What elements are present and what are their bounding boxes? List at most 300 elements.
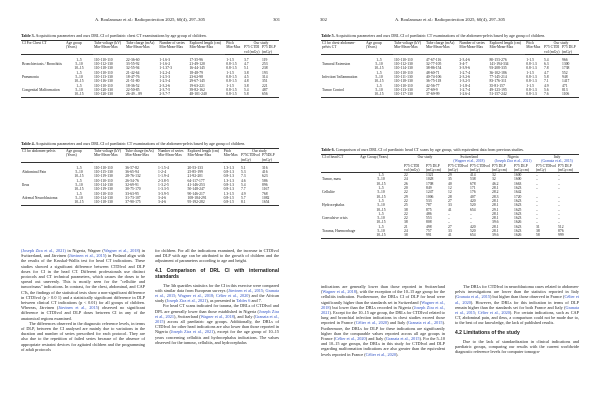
- table-cell: 21-42-64: [125, 70, 140, 75]
- table-cell: 23-62-98: [189, 75, 203, 80]
- text-run: For head CT scans indicated for trauma, the DRLs of CTDIvol and DPL are generally lower than those established in Nigeria (: [155, 303, 279, 314]
- table-cell: –: [558, 211, 560, 216]
- citation-link[interactable]: Célier et al., 2020: [335, 336, 366, 342]
- table-cell: 22-50-85: [125, 87, 140, 92]
- table-cell: 221: [262, 83, 268, 88]
- table-cell: 18-36-52: [125, 83, 140, 88]
- table6-caption: [321, 147, 579, 152]
- table-cell: 1082: [262, 195, 270, 200]
- row-category: Abdominal Pain: [22, 170, 47, 175]
- table-cell: 1-1.37-3: [159, 66, 172, 71]
- table-cell: 1623: [514, 224, 522, 229]
- left-page-column-left: [21, 248, 145, 352]
- table-cell: 1-2.5-3: [159, 75, 171, 80]
- citation-link[interactable]: Wagner et al., 2018: [200, 313, 234, 319]
- table-cell: 1-3.2-5: [158, 183, 169, 188]
- table-cell: 110-120-130: [94, 87, 113, 92]
- table-cell: 0.8-1.3: [223, 174, 235, 179]
- table-cell: –: [558, 186, 560, 191]
- table-cell: 5–10: [375, 62, 383, 67]
- table-cell: 10–15: [376, 220, 386, 225]
- subheader-min-mean-max: Min-Mean-Max: [93, 153, 124, 162]
- subheader-p75-dlp: P75 DLP (mGy): [562, 45, 576, 54]
- table-cell: 0.8-1.5: [226, 92, 237, 97]
- table-cell: 28.2: [492, 190, 499, 195]
- table-cell: 0.8-1.3: [526, 87, 537, 92]
- table-cell: –: [558, 203, 560, 208]
- table-cell: 5.3: [240, 170, 246, 175]
- table-cell: 36-57-82: [125, 165, 139, 170]
- citation-link[interactable]: Granata et al., 2015: [455, 304, 579, 316]
- section-heading: 4.1 Comparison of DRL CI with international standards: [155, 267, 279, 280]
- text-run: ;: [175, 293, 179, 299]
- table-cell: 654: [470, 233, 476, 238]
- header-ci: CI For Chest CT: [22, 41, 47, 45]
- table-cell: 141-194-334: [489, 62, 509, 67]
- table-cell: 20-53-133: [187, 165, 203, 170]
- table-cell: 0.8-1.5: [226, 87, 237, 92]
- table-cell: 5.1: [244, 66, 249, 71]
- table-cell: 5–10: [375, 75, 383, 80]
- table-cell: 3-3.9-6: [459, 66, 471, 71]
- table-cell: 83-176-311: [489, 79, 507, 84]
- citation-link[interactable]: Wagner et al., 2018: [178, 293, 214, 299]
- table-cell: 36-65-94: [125, 170, 139, 175]
- text-run: ).: [395, 351, 399, 357]
- table-cell: 1-1.5: [226, 70, 234, 75]
- table-cell: 33: [448, 203, 452, 208]
- table-cell: 1-3.3-5: [158, 187, 169, 192]
- table-cell: 5–10: [377, 229, 385, 234]
- table-cell: 1–5: [76, 165, 82, 170]
- table5-caption-text: Acquisitions parameters and ours DRL CI of paediatric CT examinations of the abdomen-pelvis based by age group of children.: [335, 33, 546, 38]
- table-cell: 110-113-130: [94, 75, 113, 80]
- citation-link[interactable]: Célier et al., 2020: [355, 320, 388, 326]
- table-cell: 0.8-1.3: [526, 75, 537, 80]
- citation-link[interactable]: Granata et al., 2015: [385, 336, 420, 342]
- table-cell: 10–15: [74, 66, 84, 71]
- header-kv: Tube voltage (kV): [394, 41, 422, 45]
- text-run: ) in Finland align with the results of the Kruskal-Wallis test for head CT indications. These studies showed a significant difference between CTDIvol and DLP doses for CI in the head CT. Different professionals use distinct protocols and CT technical parameters, which causes the doses to be spread out unevenly. This is mostly seen for the "cellulite and tumor/mass" indications. In contrast, for the chest, abdominal, and CAP CTs, the findings of the statistical tests show a non-significant difference in CTDIvol (p > 0.0 1) and a statistically significant difference in DLP between clinical CT indications (p < 0.01) for all groups of children. Whereas, Järvinen (: [21, 253, 145, 311]
- row-category: Convulsive crisis: [322, 216, 348, 221]
- table-cell: 27: [448, 224, 452, 229]
- subheader-p75-dlp: P75 DLP (mGy): [262, 45, 276, 54]
- text-run: ), and Italy (: [233, 313, 256, 319]
- table-cell: 0.8-1.5: [223, 195, 235, 200]
- citation-link[interactable]: Joseph Zira et al., 2021: [166, 298, 207, 304]
- table-cell: 10–15: [376, 207, 386, 212]
- text-run: ), except for the age group of 10–15 years concerning cellulitis and hydrocephalus indications. The values observed for the tumour, cellulitis, and hydrocephalus: [155, 329, 279, 345]
- table-cell: –: [558, 198, 560, 203]
- table-cell: 999: [558, 233, 564, 238]
- table-cell: 4.8: [244, 79, 249, 84]
- table-cell: 38: [536, 229, 540, 234]
- table-cell: 1708: [426, 181, 434, 186]
- table-cell: 1-1.8-4: [459, 83, 471, 88]
- table-cell: 757: [426, 229, 432, 234]
- table-cell: 1626: [514, 220, 522, 225]
- table-cell: 49-123-195: [489, 87, 507, 92]
- table-cell: 38: [404, 233, 408, 238]
- table-cell: 1-1.5: [526, 83, 534, 88]
- table-cell: 1-1.5: [526, 70, 534, 75]
- citation-link[interactable]: Järvinen et al., 2015: [69, 253, 105, 259]
- table-cell: 10–15: [74, 79, 84, 84]
- citation-link[interactable]: Joseph Zira et al., 2021: [321, 304, 445, 316]
- row-category: Tumoral Extension: [322, 62, 351, 67]
- table-cell: 813: [562, 87, 568, 92]
- header-length: Explored length (cm): [187, 149, 220, 153]
- table-cell: 36-102-186: [489, 70, 507, 75]
- text-run: and 7.: [250, 298, 262, 304]
- table-cell: 3-4-6: [158, 195, 167, 200]
- table-cell: 5–10: [75, 170, 83, 175]
- text-run: ), with the exception of the 10–15 age group for the cellulitis indication. Furthermore, the DRLs CI of DLP for head were significantly higher than the standards set in Switzerland (: [321, 289, 445, 305]
- table4-label: Table 4.: [21, 141, 35, 146]
- table-cell: 991: [426, 233, 432, 238]
- table-cell: 28: [448, 194, 452, 199]
- table-cell: 95-192-282: [187, 200, 205, 205]
- header-pitch: Pitch: [526, 41, 534, 45]
- table5: [321, 40, 579, 98]
- citation-link[interactable]: Joseph Zira et al., 2021: [170, 329, 214, 335]
- table-cell: –: [536, 177, 538, 182]
- text-run: ), as presented in: [206, 298, 237, 304]
- table-cell: 808: [426, 220, 432, 225]
- table-cell: 875: [426, 207, 432, 212]
- table-cell: 2-3.2-6: [459, 75, 471, 80]
- citation-link[interactable]: Granata et al., 2015: [155, 313, 279, 325]
- table-cell: 1–5: [378, 224, 384, 229]
- table-cell: 4.9: [544, 83, 549, 88]
- table-cell: 17-35-96: [189, 57, 203, 62]
- table-cell: 32: [492, 173, 496, 178]
- table-cell: 654: [470, 207, 476, 212]
- table-cell: 3.8: [244, 70, 249, 75]
- subheader-p75: P75 CTDIvol (mGy): [448, 163, 468, 172]
- row-category: Tumor Control: [322, 87, 345, 92]
- table-cell: 3-4-6: [158, 200, 167, 205]
- paragraph: [155, 283, 279, 304]
- table-cell: 48-60-71: [425, 70, 440, 75]
- subheader-p75-ctdi: P75CTDIvol (mGy): [240, 153, 260, 162]
- table-cell: 5.4: [240, 183, 246, 188]
- table-cell: –: [558, 181, 560, 186]
- table-cell: 1321: [426, 173, 434, 178]
- table-cell: 41-146-253: [187, 183, 205, 188]
- table-cell: 1623: [514, 229, 522, 234]
- table3-label: Table 3.: [21, 33, 35, 38]
- table-cell: 1.3-1.3: [223, 178, 235, 183]
- table-cell: 1–5: [378, 186, 384, 191]
- table-cell: 471: [562, 83, 568, 88]
- table-cell: –: [558, 216, 560, 221]
- table-cell: 0.8-1.3: [526, 79, 537, 84]
- paragraph: [455, 339, 579, 355]
- table-cell: –: [536, 203, 538, 208]
- table-cell: 520: [470, 203, 476, 208]
- table-cell: 498: [426, 224, 432, 229]
- text-run: ), Switzerland (: [174, 313, 201, 319]
- table-cell: 1-2.2-4: [159, 70, 171, 75]
- citation-link[interactable]: Célier et al., 2020: [365, 351, 396, 357]
- citation-link[interactable]: Tables 6: [236, 298, 251, 304]
- text-run: The 3th quartiles statistics for the CI in this exercise were compared with similar data from European surveys (: [155, 282, 279, 293]
- citation-link[interactable]: Célier et al., 2020: [455, 294, 579, 305]
- table-cell: 16-44-145: [189, 66, 205, 71]
- table-cell: 1106: [562, 92, 570, 97]
- table-cell: 1642: [514, 190, 522, 195]
- header-our-study: Our study: [553, 41, 569, 45]
- table-cell: 22-36-60: [125, 57, 140, 62]
- table-cell: 7.6: [544, 92, 549, 97]
- table-cell: 678: [470, 181, 476, 186]
- header-mas: Tube charge (mAs): [425, 41, 455, 45]
- table-cell: 420: [470, 224, 476, 229]
- table-cell: 0.8-1.3: [223, 183, 235, 188]
- table-cell: 5–10: [377, 203, 385, 208]
- header-pitch: Pitch: [223, 149, 232, 153]
- citation-link[interactable]: (Joseph Zira et al., 2021): [21, 248, 66, 253]
- header-our-study-label: Our study: [417, 155, 433, 159]
- table-cell: 1–5: [378, 198, 384, 203]
- table4-caption: [21, 141, 279, 146]
- subheader-p75-ctdi: P75 CTDI vol (mGy): [244, 45, 260, 54]
- table-cell: 33-55-92: [125, 62, 140, 67]
- table-cell: 5–10: [377, 177, 385, 182]
- table-cell: 1-2.7-4: [459, 87, 471, 92]
- subheader-min-mean-max: Min-Mean-Max: [93, 45, 125, 54]
- table-cell: 586: [262, 178, 268, 183]
- table-cell: 1–5: [76, 191, 82, 196]
- table-cell: 487: [262, 87, 268, 92]
- table-cell: 5.4: [244, 87, 249, 92]
- table-cell: 21: [404, 224, 408, 229]
- table-cell: 1626: [514, 233, 522, 238]
- table-cell: 1-1.5: [226, 83, 234, 88]
- subheader-min-max: Min-Max: [526, 45, 541, 50]
- table-cell: 10–15: [374, 79, 384, 84]
- table-cell: 26: [404, 181, 408, 186]
- subheader-p75: P75 DLP (mGy.cm): [426, 163, 442, 172]
- subheader-min-mean-max: Min-Mean-Max: [458, 45, 488, 54]
- table-cell: 1600: [514, 173, 522, 178]
- text-run: ) and Italy (: [387, 320, 409, 326]
- table-cell: 5–10: [75, 183, 83, 188]
- table-cell: 22: [404, 198, 408, 203]
- table-cell: –: [536, 194, 538, 199]
- paragraph: [21, 321, 145, 352]
- text-run: ;: [213, 293, 216, 299]
- citation-link[interactable]: Wagner et al., 2018: [321, 299, 445, 310]
- table-cell: 1-2-4: [158, 170, 167, 175]
- table-cell: 1.3-1.3: [223, 165, 235, 170]
- citation-link[interactable]: Wagner et al., 2018: [322, 289, 356, 295]
- subheader-min-mean-max: Min-Mean-Max: [125, 45, 158, 54]
- row-category: Cellulite: [322, 190, 335, 195]
- row-category: Adrenal Neuroblastoma: [22, 195, 58, 200]
- table-cell: –: [558, 207, 560, 212]
- table-cell: 4.7: [544, 70, 549, 75]
- paragraph: [155, 248, 279, 264]
- table-cell: 1625: [514, 207, 522, 212]
- table-cell: –: [536, 220, 538, 225]
- subheader-min-max: Min-Max: [226, 45, 241, 50]
- table-cell: 110-110-110: [94, 178, 113, 183]
- table-cell: 1417: [562, 79, 570, 84]
- right-page: [300, 0, 600, 400]
- table-cell: 2-3.7-5: [159, 87, 171, 92]
- right-page-column-left: [321, 284, 445, 357]
- table-cell: 110-114-130: [94, 195, 113, 200]
- table-cell: 4.6: [240, 178, 246, 183]
- text-run: ) and Italy (: [365, 336, 386, 342]
- table-cell: 110-118-130: [394, 79, 413, 84]
- row-category: Bronchiectasis / Bronchitis: [22, 62, 62, 67]
- table3-caption-text: Acquisitions parameters and ours DRL CI of paediatric chest CT examinations by age group of children.: [35, 33, 207, 38]
- table-cell: 110-110-110: [94, 57, 113, 62]
- paragraph: [21, 248, 145, 321]
- table-cell: 1663: [514, 181, 522, 186]
- table-cell: 110-112-130: [394, 62, 413, 67]
- table-cell: 28.3: [492, 194, 499, 199]
- table-cell: 10–15: [376, 181, 386, 186]
- citation-link[interactable]: Wagner et al., 2018: [103, 248, 139, 253]
- table-cell: 768: [262, 191, 268, 196]
- table-cell: 110-116-130: [94, 79, 113, 84]
- header-kv: Tube voltage (kV): [94, 149, 122, 153]
- table-cell: 28.1: [492, 198, 499, 203]
- table-cell: 1028: [426, 177, 434, 182]
- table-cell: 80-153-276: [489, 57, 507, 62]
- table-cell: 0.8-1.3: [223, 170, 235, 175]
- text-run: ). Except for the 10–15 age group, the DRLs for CTDIvol related to lung and bronchial infection indications in chest studies exceed those reported in France (: [321, 310, 445, 326]
- row-category: Ileus: [22, 183, 30, 188]
- subheader-p75-dlp: P75DLP (mGy): [262, 153, 275, 162]
- text-run: ) across all paediatric age groups. Additionally, the DRLs of CTDIvol for other head indications are also lower than those reported in Nigeria (: [155, 319, 279, 335]
- table-cell: –: [448, 216, 450, 221]
- paragraph: [455, 284, 579, 326]
- table-cell: 24: [404, 229, 408, 234]
- table-cell: 1–5: [76, 83, 82, 88]
- table-cell: 1-3.2-5: [459, 79, 471, 84]
- header-our-study: [403, 155, 447, 164]
- row-category: Trauma, Haemorrhage: [322, 229, 356, 234]
- row-category: Infection/ Inflammation: [322, 75, 358, 80]
- citation-link[interactable]: Célier et al., 2020: [477, 310, 510, 316]
- text-run: ) in Switzerland, and Järvinen (: [21, 248, 145, 259]
- table-cell: 0.8-1.3: [526, 66, 537, 71]
- table-cell: 10–15: [74, 92, 84, 97]
- header-our-study: Our study: [253, 41, 269, 45]
- table-cell: 32-77-105: [425, 62, 442, 67]
- table-cell: 29: [448, 173, 452, 178]
- header-series: Number of series: [158, 149, 184, 153]
- text-run: ). Furthermore, the DRLs for DLP for these indications are significantly higher than the comparable values reported across all age groups in France (: [321, 320, 445, 342]
- subheader-min-mean-max: Min-Mean-Max: [124, 153, 157, 162]
- table-cell: 1–5: [76, 70, 82, 75]
- table-cell: 787: [426, 203, 432, 208]
- citation-link[interactable]: Joseph Zira et al., 2021: [155, 308, 280, 319]
- citation-link[interactable]: Granata et al., 2015: [456, 294, 490, 300]
- table-cell: 407: [470, 194, 476, 199]
- table-cell: 40: [448, 181, 452, 186]
- table-cell: –: [558, 177, 560, 182]
- header-mas: Tube charge (mAs): [125, 149, 154, 153]
- table-cell: 110-110-110: [94, 70, 113, 75]
- table-cell: 4.9: [240, 191, 246, 196]
- table-cell: 110-110-110: [94, 83, 113, 88]
- table-cell: 486: [426, 211, 432, 216]
- table-cell: 1623: [514, 216, 522, 221]
- text-run: ;: [263, 287, 266, 293]
- text-run: ). However, the DRLs for this indication in terms of DLP remain higher than the standards set for both France and Italy (: [455, 299, 579, 310]
- table-cell: 110-113-130: [394, 87, 413, 92]
- table-cell: 5.8: [544, 75, 549, 80]
- table-cell: 12: [448, 190, 452, 195]
- table-cell: 1623: [514, 186, 522, 191]
- header-switzerland-ref: (Wagner et al., 2018): [453, 159, 485, 164]
- subheader-min-mean-max: Min-Mean-Max: [158, 45, 188, 54]
- subheader-min-mean-max: Min-Mean-Max: [393, 45, 425, 54]
- table-cell: 2-3.4-6: [459, 57, 471, 62]
- table-cell: 656: [262, 92, 268, 97]
- header-age: Age group (Years): [366, 41, 382, 50]
- table-cell: 0.8-1.5: [226, 62, 237, 67]
- table-cell: 110-117-130: [394, 92, 413, 97]
- table-cell: 28.1: [492, 203, 499, 208]
- table-cell: 5.4: [544, 57, 549, 62]
- header-nigeria-ref: (Joseph Zira et al., 2021): [494, 159, 532, 164]
- table-cell: 3-3.9-5: [158, 191, 169, 196]
- table-cell: 110-110-110: [394, 83, 413, 88]
- citation-link[interactable]: Järvinen et al., 2015: [228, 287, 264, 293]
- table-cell: 6.3: [544, 62, 549, 67]
- header-kv: Tube voltage (kV): [94, 41, 122, 45]
- table-cell: 21-92-201: [187, 174, 203, 179]
- table-cell: 90-146-217: [187, 191, 205, 196]
- table3: [21, 40, 279, 98]
- table-cell: 29.1: [492, 207, 499, 212]
- citation-link[interactable]: Järvinen et al., 2015: [58, 305, 98, 311]
- table-cell: 1-1.6-3: [159, 57, 171, 62]
- table-cell: 7.8: [544, 66, 549, 71]
- table-cell: 27-69-9: [425, 87, 438, 92]
- text-run: ). For the 5–10 and 10–15 age groups, the DRLs in this study for CTDIvol and DLP regarding malformation indications are also greater than the equivalent levels reported in France (: [321, 336, 445, 357]
- citation-link[interactable]: Célier et al., 2020: [216, 293, 249, 299]
- text-run: ) but lower than the DRLs recorded in Nigeria (: [329, 304, 414, 310]
- header-age: Age group (Years): [66, 149, 82, 158]
- table-cell: 64-117-177: [187, 178, 205, 183]
- table-cell: 28.1: [492, 216, 499, 221]
- citation-link[interactable]: Granata et al., 2015: [155, 287, 279, 299]
- table-cell: –: [470, 220, 472, 225]
- subheader-min-max: Min-Max: [223, 153, 238, 158]
- running-head: [20, 17, 280, 22]
- table-cell: 1-2.6-4: [459, 92, 471, 97]
- table5-label: Table 5.: [321, 33, 335, 38]
- table-cell: 30-75-170: [125, 187, 141, 192]
- citation-link[interactable]: Granata et al., 2015: [408, 320, 443, 326]
- table-cell: 5.1: [240, 165, 246, 170]
- table-cell: 538: [470, 177, 476, 182]
- header-nigeria: [491, 155, 535, 164]
- table-cell: 18-48-79: [189, 70, 203, 75]
- table-cell: 5.7: [240, 195, 246, 200]
- table-cell: 25-85-199: [187, 170, 203, 175]
- table-cell: 46.2: [492, 181, 499, 186]
- table-cell: 110-110-110: [94, 165, 113, 170]
